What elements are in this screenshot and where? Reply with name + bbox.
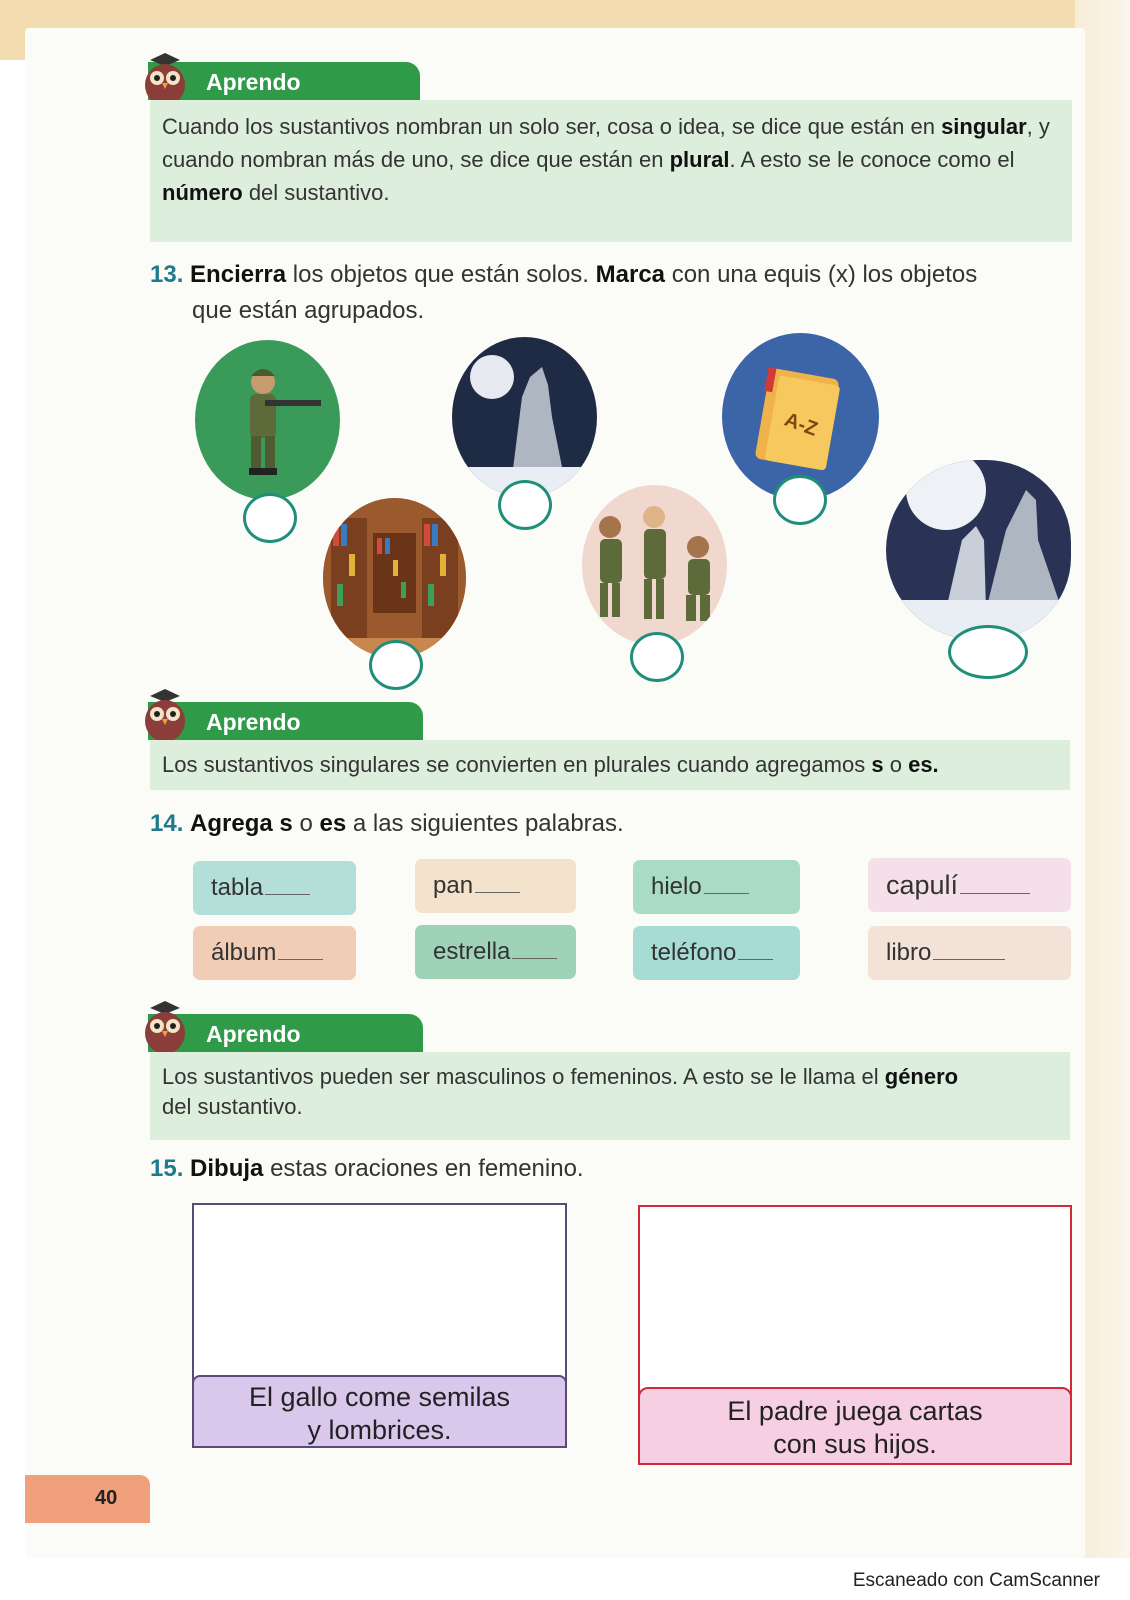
q14-number: 14. bbox=[150, 810, 184, 837]
word-text: estrella bbox=[433, 938, 511, 965]
q13-number: 13. bbox=[150, 261, 184, 288]
question-13 bbox=[150, 257, 1075, 329]
info1-text-3: . A esto se bbox=[729, 147, 832, 172]
aprendo-label: Aprendo bbox=[206, 69, 301, 95]
q14-es: es bbox=[319, 810, 347, 837]
info1-text-4: le conoce como el bbox=[837, 147, 1015, 172]
word-text: teléfono bbox=[651, 939, 737, 966]
answer-circle-soldiers-group[interactable] bbox=[630, 632, 684, 682]
owl-icon bbox=[140, 1000, 190, 1055]
q14-s: s bbox=[279, 810, 293, 837]
info1-singular: singular bbox=[941, 114, 1027, 139]
answer-circle-soldier[interactable] bbox=[243, 493, 297, 543]
info-box-plurals bbox=[150, 740, 1070, 790]
word-card-telefono[interactable] bbox=[633, 926, 800, 980]
wolf-pack-icon bbox=[886, 460, 1071, 640]
question-15 bbox=[150, 1155, 584, 1183]
word-text: hielo bbox=[651, 873, 702, 900]
sentence-right-line-1: El padre juega cartas bbox=[727, 1396, 983, 1426]
q15-text: estas oraciones en femenino. bbox=[270, 1155, 584, 1182]
soldier-icon bbox=[195, 340, 340, 500]
answer-blank[interactable] bbox=[704, 879, 749, 894]
info3-genero: género bbox=[884, 1064, 959, 1089]
word-card-capuli[interactable] bbox=[868, 858, 1071, 912]
q13-encierra: Encierra bbox=[190, 261, 287, 288]
word-card-album[interactable] bbox=[193, 926, 356, 980]
word-text: pan bbox=[433, 872, 474, 899]
info3-text-2: del sustantivo. bbox=[162, 1094, 303, 1119]
q15-dibuja: Dibuja bbox=[190, 1155, 264, 1182]
info2-text: Los sustantivos singulares se convierten en plurales cuando agregamos bbox=[162, 752, 866, 777]
q15-number: 15. bbox=[150, 1155, 184, 1182]
picture-library bbox=[323, 498, 466, 658]
aprendo-label: Aprendo bbox=[206, 1021, 301, 1047]
q14-text: a las siguientes palabras. bbox=[352, 810, 624, 837]
wolf-icon bbox=[452, 337, 597, 497]
picture-soldier bbox=[195, 340, 340, 500]
word-text: libro bbox=[886, 939, 932, 966]
answer-blank[interactable] bbox=[475, 878, 520, 893]
info-box-number bbox=[150, 100, 1072, 242]
word-card-tabla[interactable] bbox=[193, 861, 356, 915]
sentence-caption-left bbox=[192, 1375, 567, 1448]
picture-soldiers-group bbox=[582, 485, 727, 645]
sentence-left-line-2: y lombrices. bbox=[307, 1415, 452, 1445]
q13-text-3: que están agrupados. bbox=[192, 297, 425, 324]
word-card-hielo[interactable] bbox=[633, 860, 800, 914]
answer-blank[interactable] bbox=[278, 945, 323, 960]
sentence-left-line-1: El gallo come semilas bbox=[248, 1382, 511, 1412]
answer-blank[interactable] bbox=[512, 944, 557, 959]
sentence-right-line-2: con sus hijos. bbox=[773, 1429, 937, 1459]
answer-circle-dictionary[interactable] bbox=[773, 475, 827, 525]
dictionary-label: A-Z bbox=[781, 408, 821, 441]
word-card-estrella[interactable] bbox=[415, 925, 576, 979]
answer-circle-library[interactable] bbox=[369, 640, 423, 690]
picture-wolf bbox=[452, 337, 597, 497]
q13-text-2: con una equis (x) los objetos bbox=[671, 261, 978, 288]
answer-blank[interactable] bbox=[265, 880, 310, 895]
word-text: capulí bbox=[886, 870, 959, 900]
answer-circle-wolf-pack[interactable] bbox=[948, 625, 1028, 679]
info1-text-2: , y cuando nombran más de uno, se dice que están en bbox=[162, 114, 1050, 172]
q13-marca: Marca bbox=[595, 261, 666, 288]
q14-agrega: Agrega bbox=[190, 810, 273, 837]
answer-circle-wolf[interactable] bbox=[498, 480, 552, 530]
owl-icon bbox=[140, 688, 190, 743]
page-number-tab bbox=[25, 1475, 150, 1523]
page-number: 40 bbox=[95, 1487, 118, 1509]
question-14 bbox=[150, 810, 624, 838]
aprendo-label: Aprendo bbox=[206, 709, 301, 735]
owl-icon bbox=[140, 52, 190, 107]
word-text: álbum bbox=[211, 939, 277, 966]
answer-blank[interactable] bbox=[960, 879, 1030, 894]
info2-o: o bbox=[889, 752, 902, 777]
word-card-libro[interactable] bbox=[868, 926, 1071, 980]
word-text: tabla bbox=[211, 874, 264, 901]
camscanner-watermark: Escaneado con CamScanner bbox=[852, 1570, 1100, 1591]
answer-blank[interactable] bbox=[738, 945, 773, 960]
picture-wolf-pack bbox=[886, 460, 1071, 640]
answer-blank[interactable] bbox=[933, 945, 1005, 960]
soldiers-group-icon bbox=[582, 485, 727, 645]
info1-plural: plural bbox=[669, 147, 730, 172]
info2-es: es. bbox=[908, 752, 939, 777]
info1-text-5: del sustantivo. bbox=[248, 180, 390, 205]
info1-numero: número bbox=[162, 180, 243, 205]
info1-text-1: Cuando los sustantivos nombran un solo ser, cosa o idea, se dice que están en bbox=[162, 114, 935, 139]
q14-o: o bbox=[299, 810, 313, 837]
word-card-pan[interactable] bbox=[415, 859, 576, 913]
bookshelves-icon bbox=[323, 498, 466, 658]
q13-text-1: los objetos que están solos. bbox=[292, 261, 589, 288]
info3-text-1: Los sustantivos pueden ser masculinos o femeninos. A esto se le llama el bbox=[162, 1064, 879, 1089]
sentence-caption-right bbox=[638, 1387, 1072, 1465]
info2-s: s bbox=[871, 752, 884, 777]
info-box-gender bbox=[150, 1052, 1070, 1140]
